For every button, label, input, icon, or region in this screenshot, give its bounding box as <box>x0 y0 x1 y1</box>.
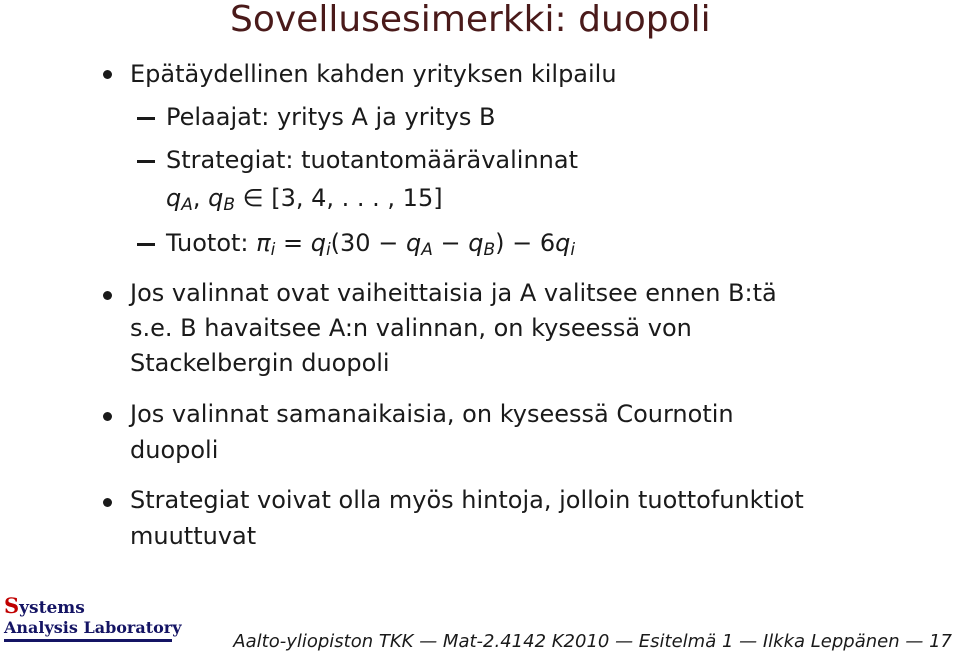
sub-item: Pelaajat: yritys A ja yritys B <box>166 103 496 131</box>
dash-marker <box>137 117 155 120</box>
bullet-marker <box>103 70 112 79</box>
slide-footer: Aalto-yliopiston TKK — Mat-2.4142 K2010 — Esitelmä 1 — Ilkka Leppänen — 17 <box>233 631 952 652</box>
slide-title: Sovellusesimerkki: duopoli <box>230 0 711 40</box>
strategy-set-formula: $q_A$, $q_B$ ∈ [3, 4, . . . , 15] <box>166 184 443 215</box>
bullet-marker <box>103 412 112 421</box>
bullet-marker <box>103 291 112 300</box>
bullet-continuation: Stackelbergin duopoli <box>130 349 390 377</box>
dash-marker <box>137 160 155 163</box>
logo-line-1: Systems <box>4 593 85 618</box>
bullet-item: Jos valinnat samanaikaisia, on kyseessä Cournotin <box>130 400 734 428</box>
bullet-item: Strategiat voivat olla myös hintoja, jolloin tuottofunktiot <box>130 486 804 514</box>
bullet-marker <box>103 498 112 507</box>
logo-underline <box>4 639 172 642</box>
bullet-continuation: duopoli <box>130 436 219 464</box>
systems-analysis-laboratory-logo <box>4 593 182 642</box>
logo-line-2: Analysis Laboratory <box>4 618 182 637</box>
sub-item: Strategiat: tuotantomäärävalinnat <box>166 146 579 174</box>
payoff-formula: Tuotot: $\pi_i = q_i(30 - q_A - q_B) - 6q_i$ <box>166 229 576 260</box>
bullet-continuation: s.e. B havaitsee A:n valinnan, on kyseessä von <box>130 314 692 342</box>
bullet-item: Jos valinnat ovat vaiheittaisia ja A valitsee ennen B:tä <box>130 279 777 307</box>
bullet-continuation: muuttuvat <box>130 522 257 550</box>
dash-marker <box>137 243 155 246</box>
bullet-item: Epätäydellinen kahden yrityksen kilpailu <box>130 60 617 88</box>
